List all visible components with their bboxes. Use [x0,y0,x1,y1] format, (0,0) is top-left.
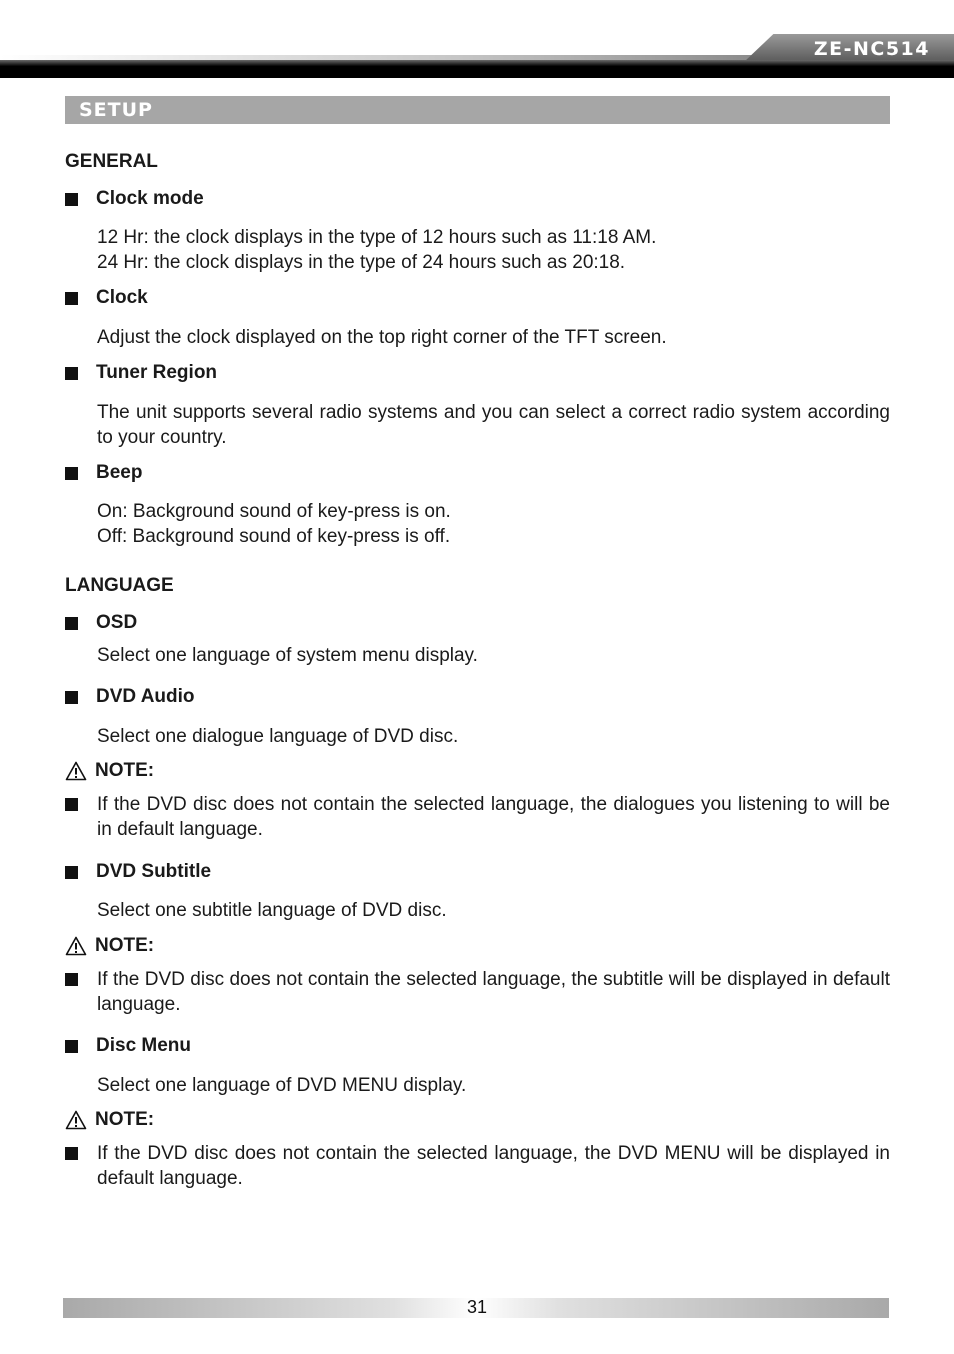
square-bullet-icon [65,691,78,704]
warning-triangle-icon [65,936,87,956]
dvd-subtitle-text: Select one subtitle language of DVD disc. [97,900,447,921]
clock-text: Adjust the clock displayed on the top right corner of the TFT screen. [97,327,667,348]
dvd-audio-note [65,760,154,782]
disc-menu-note-text: If the DVD disc does not contain the selected language, the DVD MENU will be displayed in default language. [97,1143,890,1189]
beep-item [65,462,142,484]
dvd-audio-item [65,686,195,708]
tuner-region-item [65,362,217,384]
square-bullet-icon [65,798,78,811]
dvd-subtitle-note-text: If the DVD disc does not contain the selected language, the subtitle will be displayed in default language. [97,969,890,1015]
dvd-audio-text: Select one dialogue language of DVD disc. [97,726,459,747]
square-bullet-icon [65,1040,78,1053]
beep-label: Beep [96,462,143,483]
warning-triangle-icon [65,1110,87,1130]
page-number: 31 [466,1297,488,1317]
square-bullet-icon [65,467,78,480]
clock-mode-item [65,188,204,210]
osd-text: Select one language of system menu display. [97,645,478,666]
clock-mode-label: Clock mode [96,188,204,209]
clock-item [65,287,148,309]
square-bullet-icon [65,1147,78,1160]
dvd-subtitle-note-label: NOTE: [95,935,155,956]
osd-label: OSD [96,612,138,633]
square-bullet-icon [65,866,78,879]
disc-menu-text: Select one language of DVD MENU display. [97,1075,467,1096]
disc-menu-label: Disc Menu [96,1035,192,1056]
clock-mode-text [97,225,656,275]
disc-menu-note [65,1109,154,1131]
square-bullet-icon [65,292,78,305]
general-heading: GENERAL [65,151,158,172]
square-bullet-icon [65,193,78,206]
osd-item [65,612,137,634]
header-bar [0,60,954,78]
tuner-region-text: The unit supports several radio systems and you can select a correct radio system according to your country. [97,402,890,448]
beep-line1: On: Background sound of key-press is on. [97,501,451,522]
clock-mode-line2: 24 Hr: the clock displays in the type of 24 hours such as 20:18. [97,252,626,273]
clock-label: Clock [96,287,148,308]
beep-line2: Off: Background sound of key-press is off. [97,526,451,547]
dvd-audio-label: DVD Audio [96,686,195,707]
disc-menu-item [65,1035,191,1057]
square-bullet-icon [65,973,78,986]
disc-menu-note-label: NOTE: [95,1109,155,1130]
warning-triangle-icon [65,761,87,781]
dvd-subtitle-item [65,861,211,883]
dvd-audio-note-label: NOTE: [95,760,155,781]
model-label: ZE-NC514 [813,38,930,60]
dvd-audio-note-text: If the DVD disc does not contain the selected language, the dialogues you listening to will be in default language. [97,794,890,840]
square-bullet-icon [65,367,78,380]
section-bar [65,96,890,124]
dvd-subtitle-label: DVD Subtitle [96,861,212,882]
language-heading: LANGUAGE [65,575,174,596]
clock-mode-line1: 12 Hr: the clock displays in the type of 12 hours such as 11:18 AM. [97,227,657,248]
tuner-region-label: Tuner Region [96,362,218,383]
section-title: SETUP [79,99,153,121]
square-bullet-icon [65,617,78,630]
beep-text [97,499,451,549]
dvd-subtitle-note [65,935,154,957]
